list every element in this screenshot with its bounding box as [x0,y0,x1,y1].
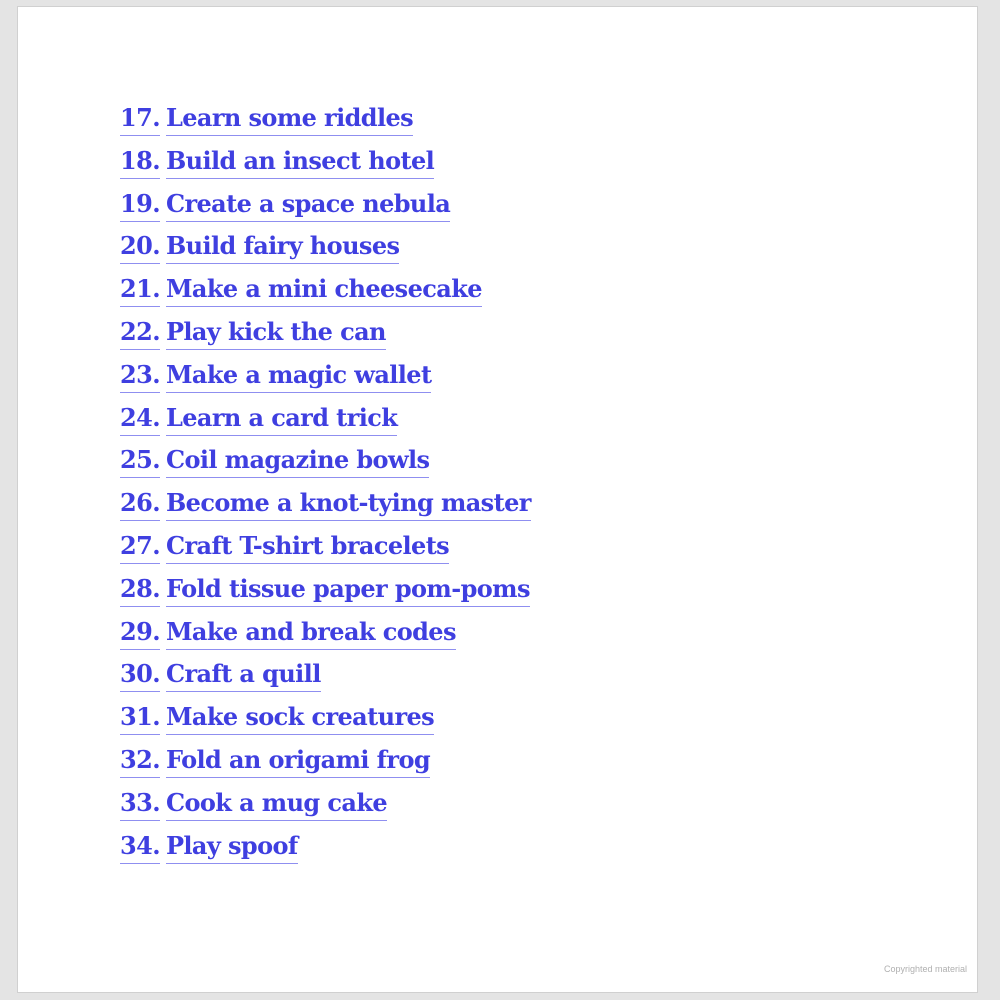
document-page [17,6,978,993]
toc-item [120,315,531,358]
toc-number: 34. [120,829,160,864]
copyright-notice: Copyrighted material [883,964,967,974]
toc-number: 31. [120,700,160,735]
toc-number: 19. [120,187,160,222]
toc-title: Become a knot-tying master [166,486,531,521]
toc-number: 24. [120,401,160,436]
toc-link[interactable] [120,572,530,607]
toc-item [120,529,531,572]
toc-link[interactable] [120,829,298,864]
toc-link[interactable] [120,529,449,564]
toc-title: Fold tissue paper pom-poms [166,572,530,607]
toc-title: Learn a card trick [166,401,397,436]
toc-item [120,144,531,187]
toc-title: Make sock creatures [166,700,434,735]
toc-number: 17. [120,101,160,136]
toc-link[interactable] [120,358,431,393]
toc-item [120,786,531,829]
toc-link[interactable] [120,144,434,179]
toc-number: 26. [120,486,160,521]
toc-title: Craft T-shirt bracelets [166,529,449,564]
toc-number: 25. [120,443,160,478]
toc-title: Build fairy houses [166,229,399,264]
toc-number: 27. [120,529,160,564]
toc-title: Fold an origami frog [166,743,430,778]
toc-number: 21. [120,272,160,307]
toc-item [120,272,531,315]
toc-number: 30. [120,657,160,692]
toc-item [120,187,531,230]
toc-number: 22. [120,315,160,350]
toc-number: 18. [120,144,160,179]
toc-item [120,229,531,272]
toc-link[interactable] [120,615,456,650]
toc-title: Make a mini cheesecake [166,272,482,307]
table-of-contents [120,101,531,871]
toc-number: 20. [120,229,160,264]
toc-link[interactable] [120,486,531,521]
toc-number: 28. [120,572,160,607]
toc-link[interactable] [120,401,397,436]
toc-link[interactable] [120,743,430,778]
toc-item [120,700,531,743]
toc-link[interactable] [120,101,413,136]
toc-item [120,743,531,786]
toc-number: 29. [120,615,160,650]
toc-item [120,443,531,486]
toc-item [120,486,531,529]
toc-link[interactable] [120,657,321,692]
toc-title: Coil magazine bowls [166,443,429,478]
toc-link[interactable] [120,187,450,222]
toc-item [120,657,531,700]
toc-title: Build an insect hotel [166,144,434,179]
toc-link[interactable] [120,443,429,478]
toc-number: 23. [120,358,160,393]
toc-item [120,358,531,401]
toc-title: Craft a quill [166,657,321,692]
toc-title: Cook a mug cake [166,786,387,821]
toc-item [120,101,531,144]
toc-link[interactable] [120,229,399,264]
toc-title: Create a space nebula [166,187,450,222]
toc-link[interactable] [120,315,386,350]
toc-link[interactable] [120,786,387,821]
toc-title: Make a magic wallet [166,358,432,393]
toc-number: 32. [120,743,160,778]
toc-item [120,615,531,658]
toc-title: Play spoof [166,829,298,864]
toc-link[interactable] [120,272,482,307]
toc-item [120,572,531,615]
toc-title: Learn some riddles [166,101,413,136]
toc-link[interactable] [120,700,434,735]
toc-title: Play kick the can [166,315,386,350]
toc-item [120,829,531,872]
toc-title: Make and break codes [166,615,456,650]
toc-item [120,401,531,444]
toc-number: 33. [120,786,160,821]
